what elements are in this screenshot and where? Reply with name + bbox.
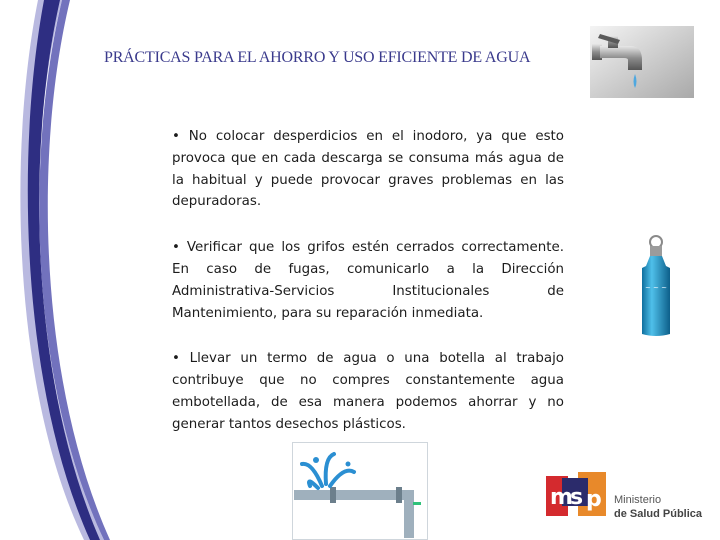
bullet-item: • Verificar que los grifos estén cerrados correctamente. En caso de fugas, comunicarlo a la Dirección Administrativa-Servicios Institucionales de Mantenimiento, para su reparación inmediata. — [172, 240, 564, 321]
decorative-swoosh — [0, 0, 110, 540]
leaking-pipe-image — [292, 442, 428, 540]
bullet-item: • Llevar un termo de agua o una botella al trabajo contribuye que no compres constantemente agua embotellada, de esa manera podemos ahorrar y no generar tantos desechos plásticos. — [172, 351, 564, 432]
slide-title: PRÁCTICAS PARA EL AHORRO Y USO EFICIENTE DE AGUA — [104, 49, 531, 66]
ministry-line-1: Ministerio — [614, 494, 662, 506]
svg-text:p: p — [586, 487, 602, 512]
msp-logo — [542, 466, 612, 522]
faucet-image — [590, 26, 694, 98]
svg-text:~ ~ ~: ~ ~ ~ — [644, 284, 668, 292]
bullet-item: • No colocar desperdicios en el inodoro, ya que esto provoca que en cada descarga se consuma más agua de la habitual y puede provocar graves problemas en las depuradoras. — [172, 129, 564, 210]
svg-text:m: m — [550, 485, 573, 510]
ministry-line-2: de Salud Pública — [614, 508, 703, 520]
bullet-list — [172, 126, 564, 460]
ministry-name — [614, 493, 702, 521]
svg-text:s: s — [570, 485, 584, 510]
water-bottle-image — [636, 234, 676, 338]
